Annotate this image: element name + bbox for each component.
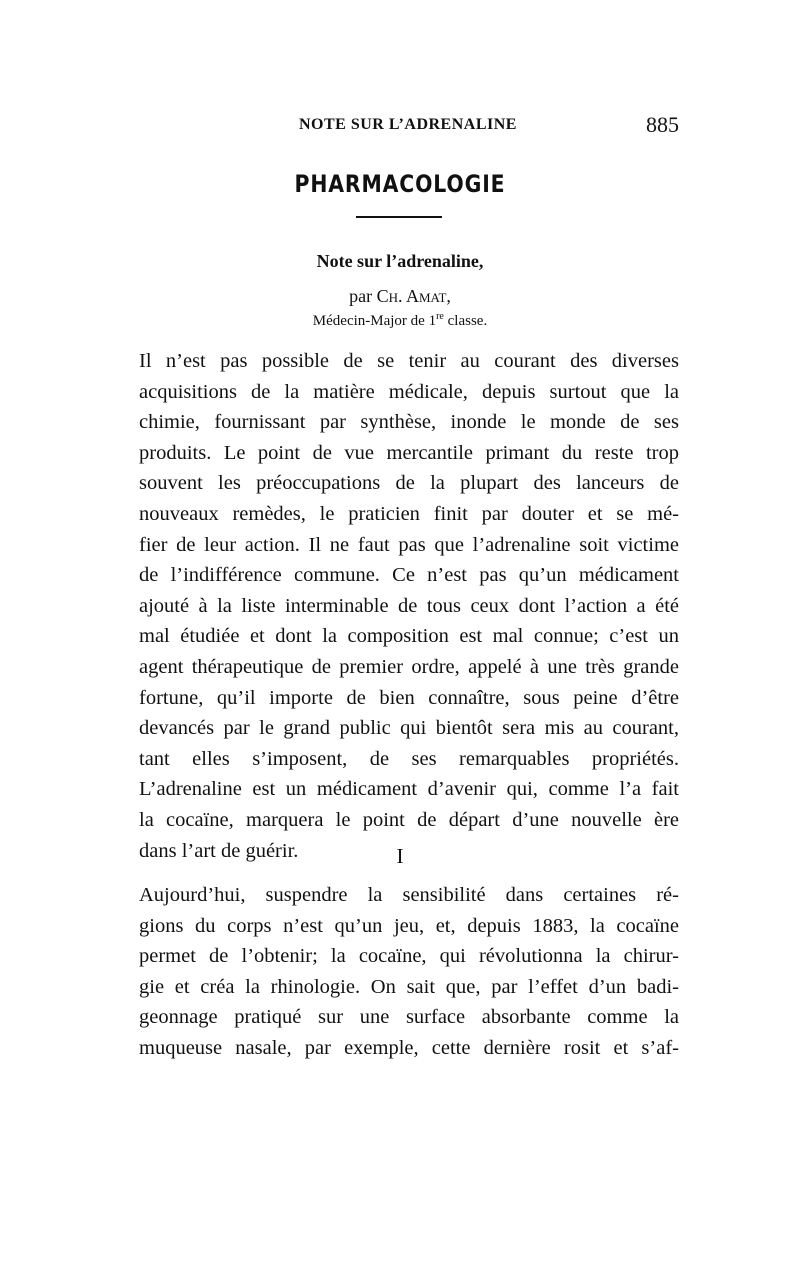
section-numeral: I <box>396 844 404 868</box>
affiliation-suffix: classe. <box>443 313 488 329</box>
paragraph-1 <box>139 346 679 866</box>
text-line: mal étudiée et dont la composition est mal connue; c’est un <box>139 625 679 648</box>
text-line: produits. Le point de vue mercantile primant du reste trop <box>139 441 679 464</box>
text-line: geonnage pratiqué sur une surface absorbante comme la <box>139 1006 679 1029</box>
text-line: fier de leur action. Il ne faut pas que l’adrenaline soit victime <box>139 533 679 556</box>
text-line: de l’indifférence commune. Ce n’est pas qu’un médicament <box>139 564 679 587</box>
text-line: chimie, fournissant par synthèse, inonde le monde de ses <box>139 411 679 434</box>
text-line: fortune, qu’il importe de bien connaître, sous peine d’être <box>139 686 679 709</box>
text-line: la cocaïne, marquera le point de départ d’une nouvelle ère <box>139 808 679 831</box>
title-rule <box>356 216 442 218</box>
section-title: PHARMACOLOGIE <box>294 170 506 198</box>
text-line: Il n’est pas possible de se tenir au courant des diverses <box>139 350 679 372</box>
page-number: 885 <box>646 112 679 137</box>
byline <box>0 286 800 307</box>
text-line: devancés par le grand public qui bientôt sera mis au courant, <box>139 717 679 740</box>
running-head-title: NOTE SUR L’ADRENALINE <box>299 116 517 133</box>
text-line: agent thérapeutique de premier ordre, appelé à une très grande <box>139 655 679 678</box>
running-head <box>139 112 679 140</box>
paragraph-2 <box>139 880 679 1064</box>
text-line: acquisitions de la matière médicale, depuis surtout que la <box>139 380 679 403</box>
author-name: Ch. Amat, <box>376 286 451 306</box>
text-line: gie et créa la rhinologie. On sait que, par l’effet d’un badi- <box>139 975 679 998</box>
text-line: tant elles s’imposent, de ses remarquables propriétés. <box>139 747 679 770</box>
text-line: nouveaux remèdes, le praticien finit par douter et se mé- <box>139 502 679 525</box>
byline-prefix: par <box>349 286 373 306</box>
text-line: souvent les préoccupations de la plupart des lanceurs de <box>139 472 679 495</box>
affiliation-prefix: Médecin-Major de 1 <box>312 313 437 329</box>
text-line: Aujourd’hui, suspendre la sensibilité dans certaines ré- <box>139 884 679 906</box>
text-line: L’adrenaline est un médicament d’avenir qui, comme l’a fait <box>139 778 679 801</box>
text-line: muqueuse nasale, par exemple, cette dernière rosit et s’af- <box>139 1036 679 1059</box>
author-affiliation <box>0 311 800 330</box>
text-line: gions du corps n’est qu’un jeu, et, depuis 1883, la cocaïne <box>139 914 679 937</box>
text-line: ajouté à la liste interminable de tous ceux dont l’action a été <box>139 594 679 617</box>
text-line: permet de l’obtenir; la cocaïne, qui révolutionna la chirur- <box>139 945 679 968</box>
affiliation-sup: re <box>436 311 444 322</box>
text-line: dans l’art de guérir. <box>139 839 299 862</box>
article-title: Note sur l’adrenaline, <box>316 251 484 271</box>
